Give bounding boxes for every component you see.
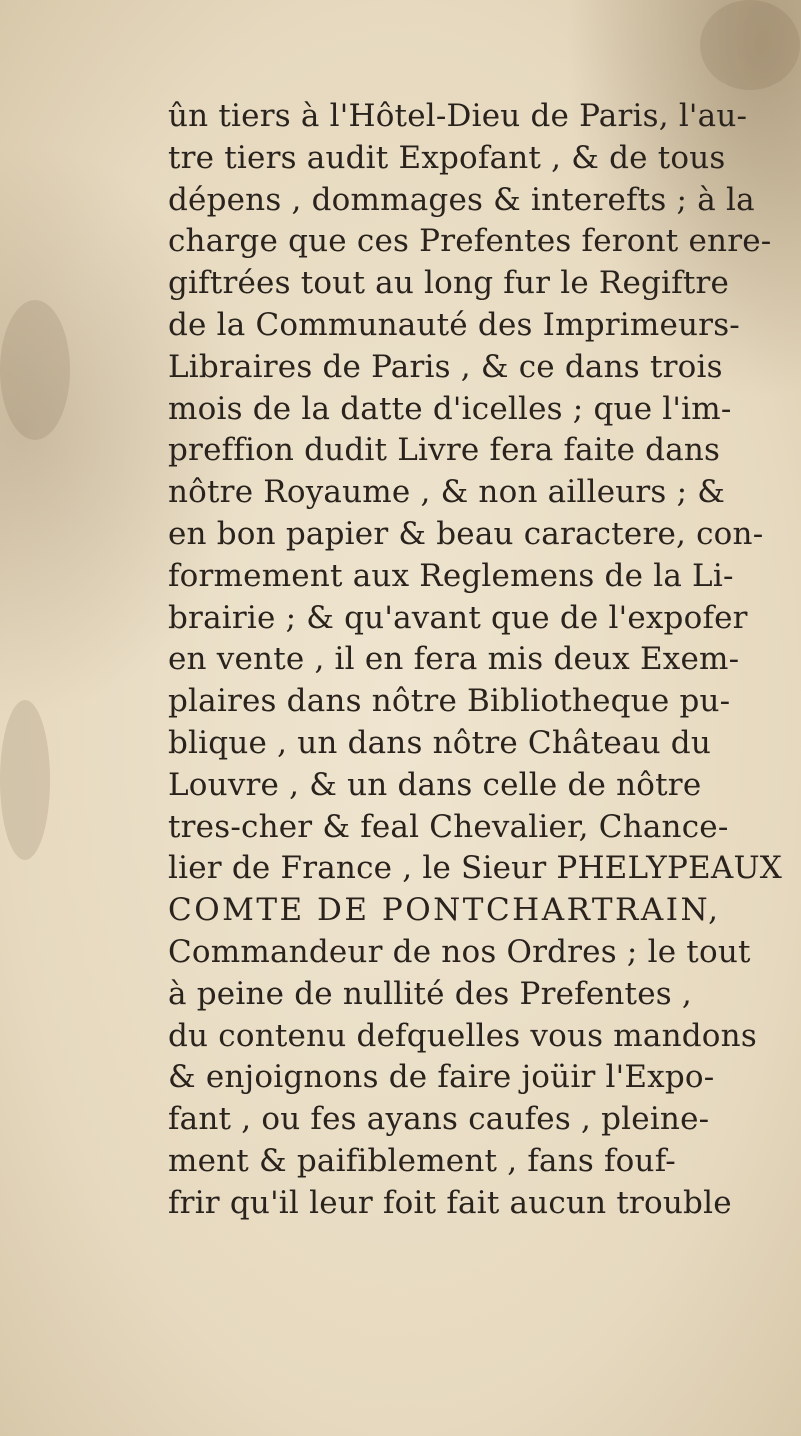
text-line: du contenu defquelles vous mandons (168, 1017, 757, 1054)
text-line: en bon papier & beau caractere, con- (168, 515, 764, 552)
text-line: formement aux Reglemens de la Li- (168, 557, 734, 594)
page-stain (0, 300, 70, 440)
text-line: mois de la datte d'icelles ; que l'im- (168, 390, 732, 427)
text-line: ûn tiers à l'Hôtel-Dieu de Paris, l'au- (168, 98, 748, 134)
text-line: brairie ; & qu'avant que de l'expofer (168, 599, 748, 636)
page-stain (0, 700, 50, 860)
text-line: en vente , il en fera mis deux Exem- (168, 641, 740, 678)
body-text (168, 96, 788, 1225)
text-line: blique , un dans nôtre Château du (168, 724, 712, 761)
page-stain (700, 0, 800, 90)
text-line: Libraires de Paris , & ce dans trois (168, 348, 723, 385)
text-line: Louvre , & un dans celle de nôtre (168, 766, 702, 803)
text-line: plaires dans nôtre Bibliotheque pu- (168, 683, 731, 720)
text-line: tre tiers audit Expofant , & de tous (168, 139, 726, 176)
text-line: fant , ou fes ayans caufes , pleine- (168, 1101, 710, 1138)
text-line: charge que ces Prefentes feront enre- (168, 223, 772, 260)
text-line: COMTE DE PONTCHARTRAIN, (168, 892, 721, 929)
text-line: de la Communauté des Imprimeurs- (168, 306, 740, 343)
text-line: tres-cher & feal Chevalier, Chance- (168, 808, 729, 845)
text-line: & enjoignons de faire joüir l'Expo- (168, 1059, 715, 1096)
text-line: Commandeur de nos Ordres ; le tout (168, 933, 751, 970)
text-line: frir qu'il leur foit fait aucun trouble (168, 1184, 732, 1221)
text-line: preffion dudit Livre fera faite dans (168, 432, 721, 469)
text-line: à peine de nullité des Prefentes , (168, 975, 692, 1012)
text-line: lier de France , le Sieur PHELYPEAUX (168, 850, 783, 887)
text-line: dépens , dommages & interefts ; à la (168, 181, 755, 218)
text-line: nôtre Royaume , & non ailleurs ; & (168, 474, 726, 511)
text-line: ment & paifiblement , fans fouf- (168, 1142, 676, 1179)
text-line: giftrées tout au long fur le Regiftre (168, 265, 730, 302)
